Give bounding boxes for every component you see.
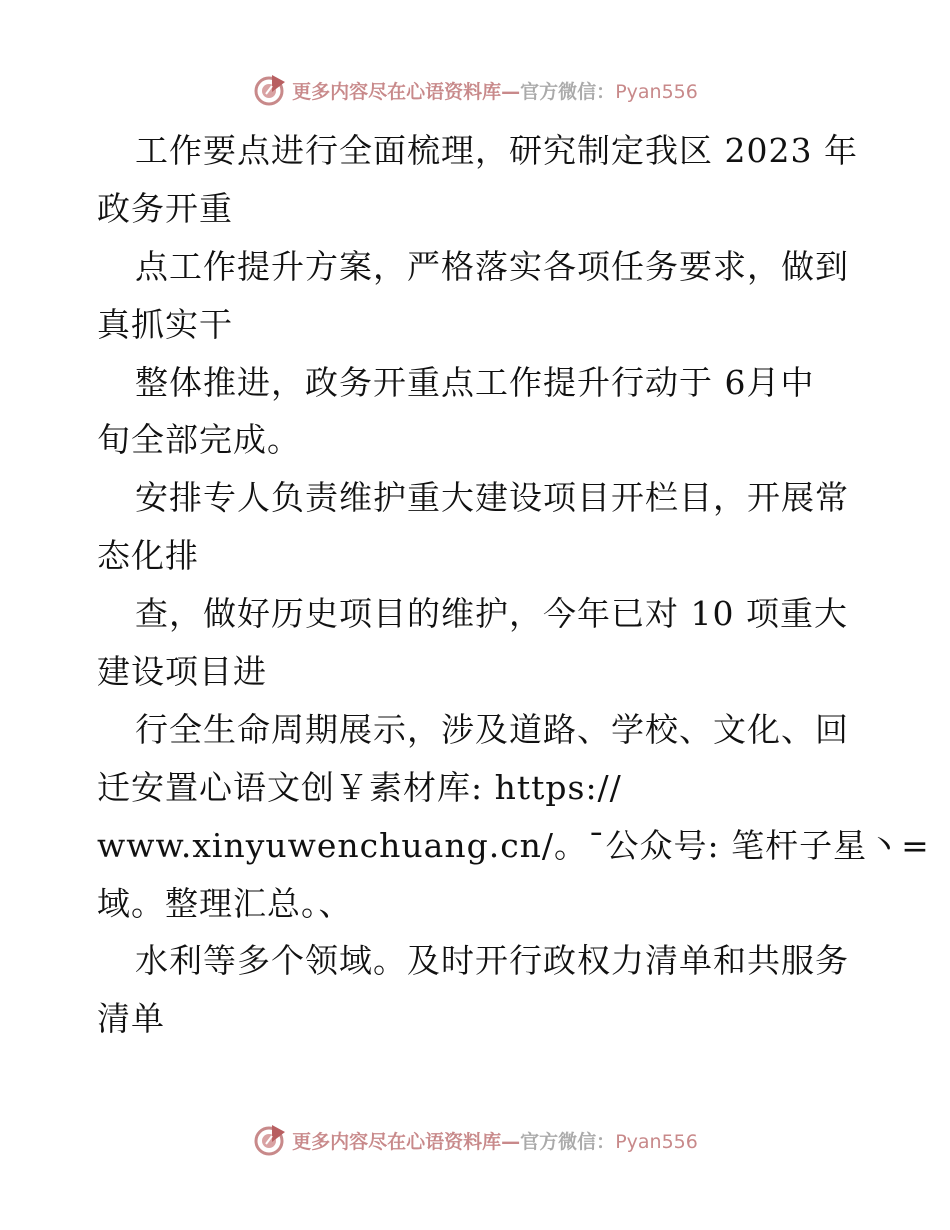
watermark-text [292, 77, 698, 104]
watermark-dash: — [501, 80, 521, 103]
paragraph-line: 清单 [97, 999, 165, 1039]
paragraph-line: 真抓实干 [97, 304, 233, 344]
pen-circle-logo-icon [252, 1122, 288, 1158]
watermark-text [292, 1127, 698, 1154]
watermark-label: 官方微信： [520, 80, 616, 103]
pen-circle-logo-icon [252, 72, 288, 108]
watermark-label: 官方微信： [520, 1130, 616, 1153]
paragraph-line: 迁安置心语文创￥素材库: https:// [97, 767, 622, 807]
watermark-dash: — [501, 1130, 521, 1153]
watermark-banner-bottom [0, 1120, 950, 1160]
paragraph-line: www.xinyuwenchuang.cn/。¯公众号: 笔杆子星丶= [97, 825, 930, 865]
paragraph-line: 查，做好历史项目的维护，今年已对 10 项重大 [135, 594, 848, 634]
paragraph-line: 域。整理汇总。、 [97, 883, 353, 923]
paragraph-line: 安排专人负责维护重大建设项目开栏目，开展常 [135, 478, 849, 518]
paragraph-line: 行全生命周期展示，涉及道路、学校、文化、回 [135, 709, 849, 749]
watermark-main-text: 更多内容尽在心语资料库 [292, 1130, 502, 1153]
paragraph-line: 旬全部完成。 [97, 420, 301, 460]
paragraph-line: 政务开重 [97, 188, 233, 228]
document-body [97, 122, 930, 1048]
paragraph-line: 建设项目进 [97, 652, 267, 692]
paragraph-line: 点工作提升方案，严格落实各项任务要求，做到 [135, 246, 849, 286]
paragraph-line: 水利等多个领域。及时开行政权力清单和共服务 [135, 941, 849, 981]
watermark-banner-top [0, 70, 950, 110]
watermark-main-text: 更多内容尽在心语资料库 [292, 80, 502, 103]
paragraph-line: 工作要点进行全面梳理，研究制定我区 2023 年 [135, 131, 858, 170]
paragraph-line: 整体推进，政务开重点工作提升行动于 6月中 [135, 362, 815, 402]
watermark-wechat-id: Pyan556 [615, 80, 698, 103]
watermark-wechat-id: Pyan556 [615, 1130, 698, 1153]
paragraph-line: 态化排 [97, 536, 199, 576]
